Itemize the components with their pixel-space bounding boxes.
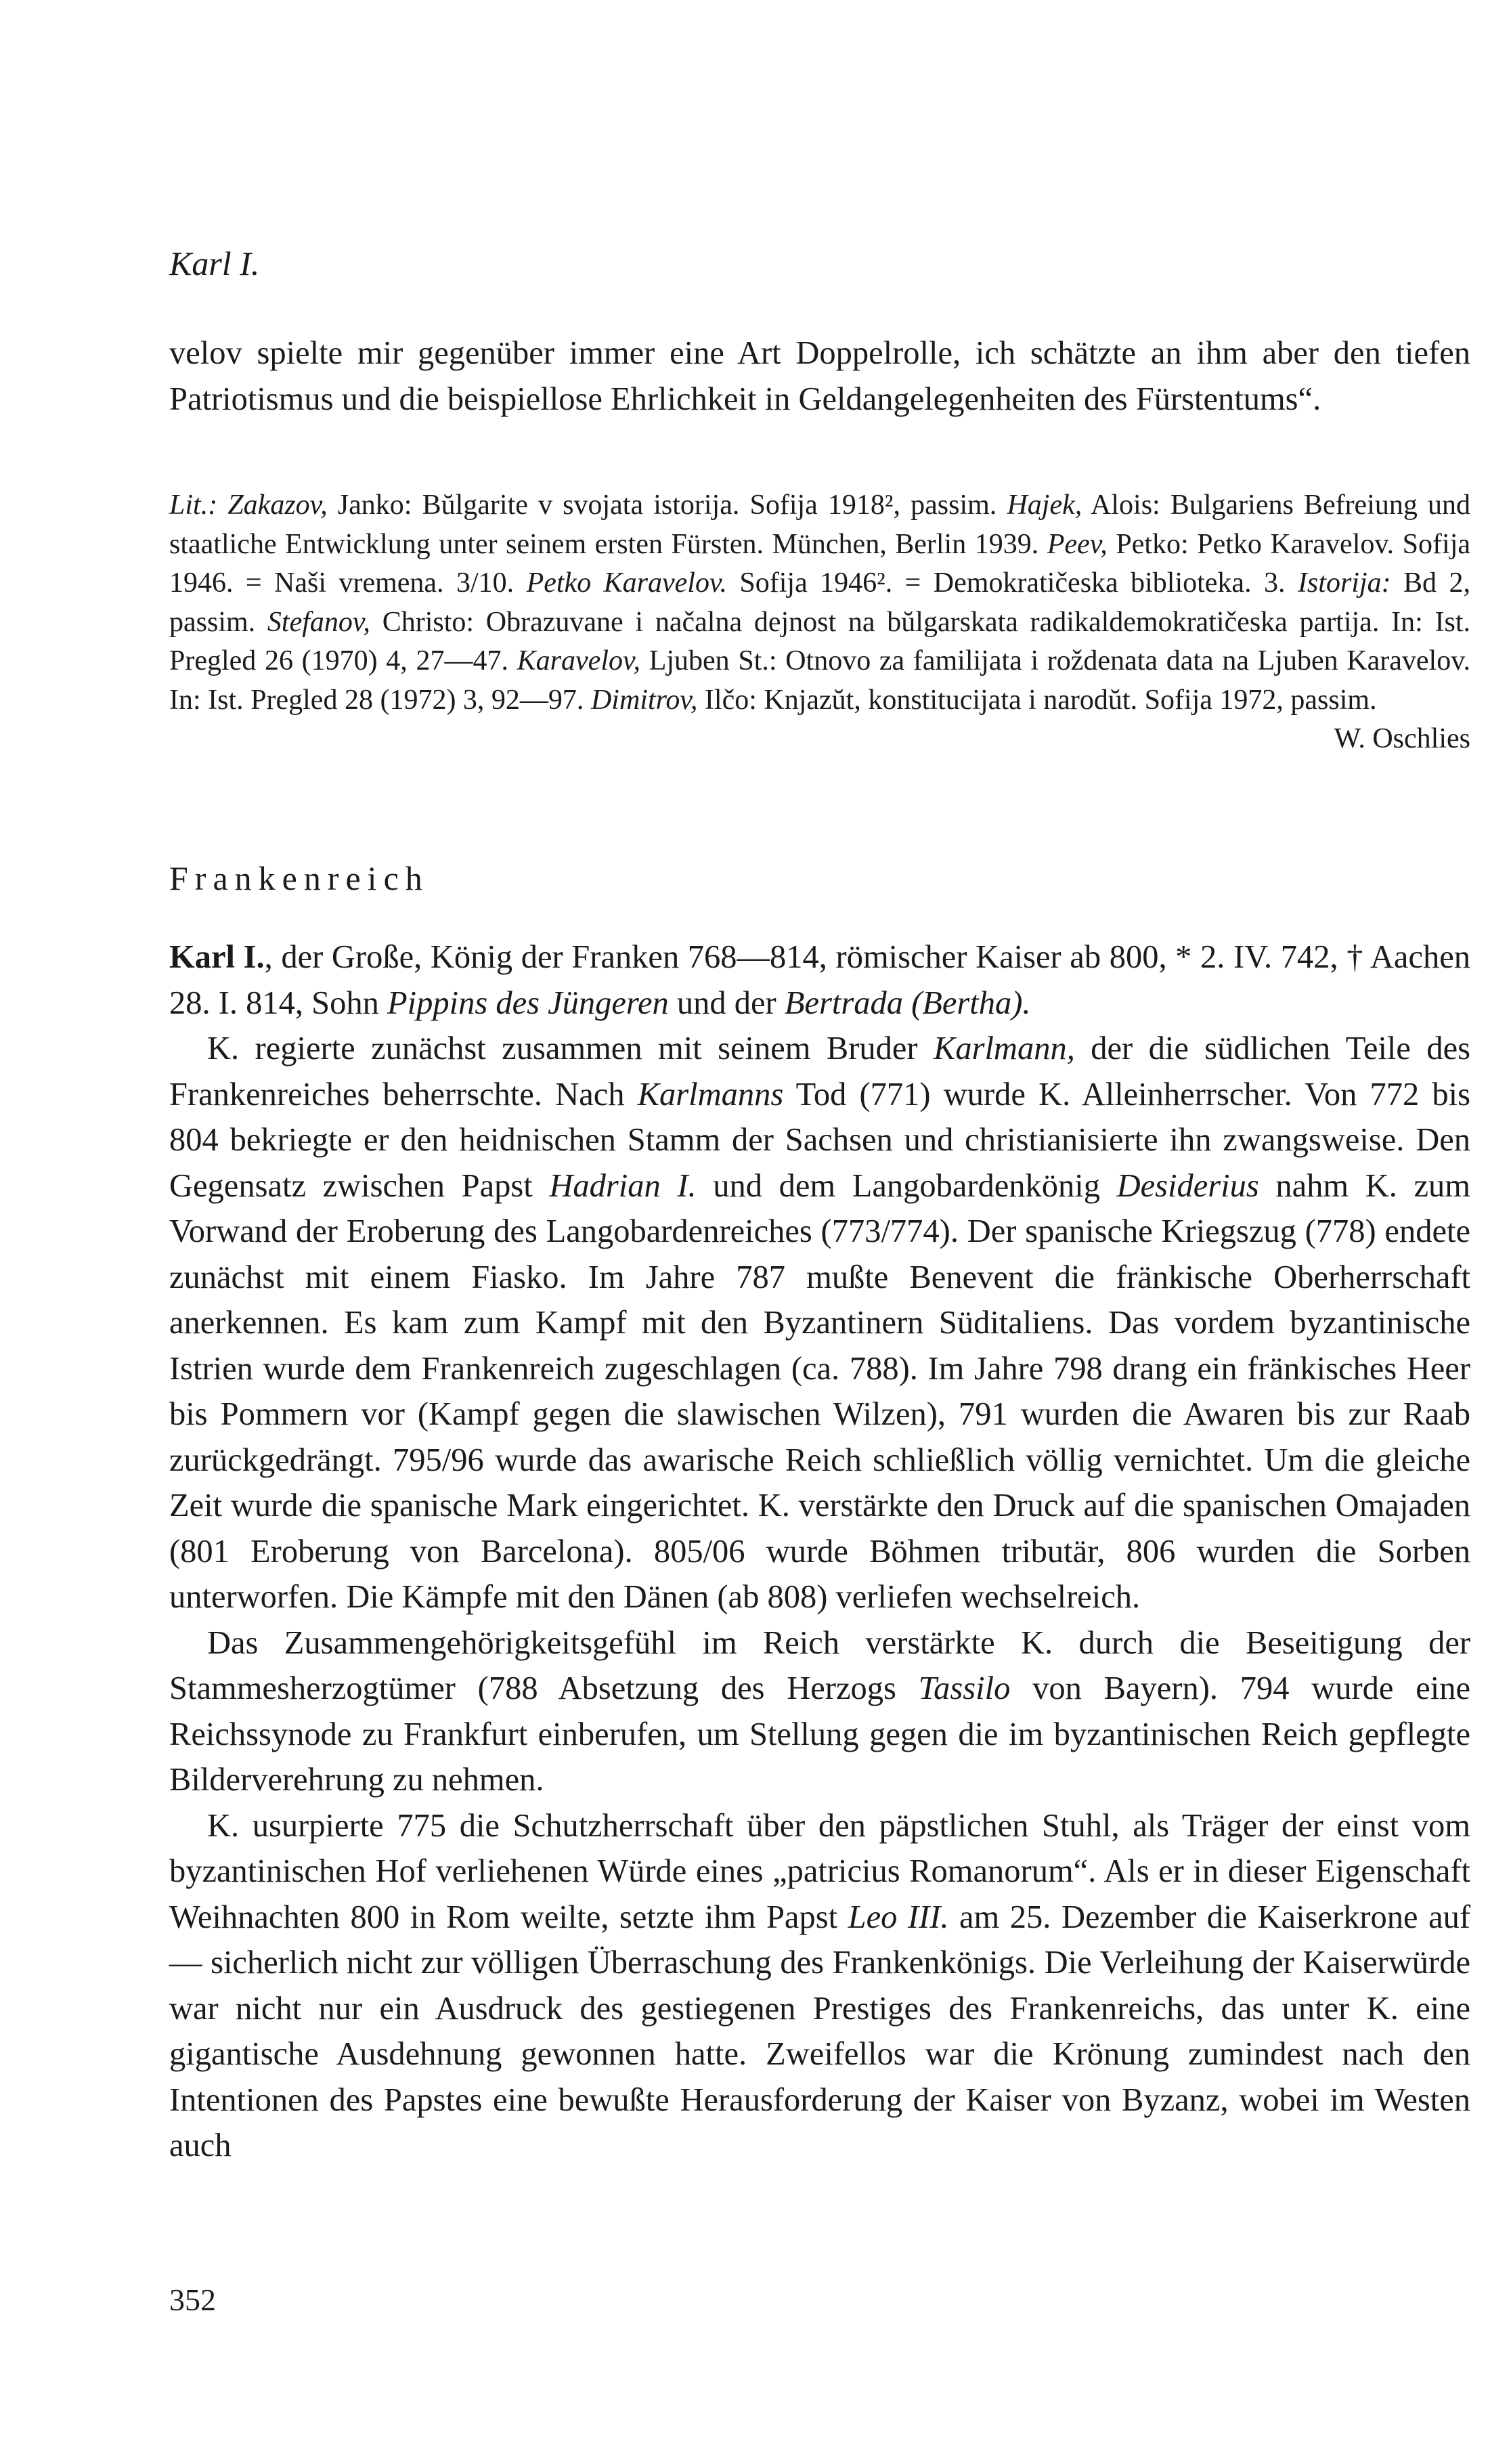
reference-author: Hajek, [1007, 490, 1082, 521]
literature-label: Lit.: [169, 490, 218, 521]
entry-paragraph-4 [169, 1803, 1470, 2169]
reference-author: Petko Karavelov. [526, 567, 727, 599]
reference-text: Ljuben St.: Otnovo za familijata i roždenata data na Ljuben Karavelov. In: Ist. Pregled 28 (1972) 3, 92—97. [169, 645, 1470, 716]
author-signature: W. Oschlies [1334, 723, 1470, 754]
reference-author: Istorija: [1297, 567, 1391, 599]
italic-name: Pippins des Jüngeren [387, 985, 669, 1021]
section-title: Frankenreich [169, 859, 429, 897]
literature-block [169, 486, 1470, 759]
text-run: und der [668, 985, 785, 1021]
text-run: der die südlichen Teile des Frankenreiches beherrschte. Nach [169, 1031, 1471, 1112]
text-run: K. usurpierte 775 die Schutzherrschaft über den päpstlichen Stuhl, als Träger der einst vom byzantinischen Hof verliehenen Würde eines „patricius Romanorum“. Als er in dieser Eigenschaft Weihnachten 800 in Rom weilte, setzte ihm Papst [169, 1807, 1470, 1935]
italic-name: Karlmanns [637, 1076, 784, 1112]
text-run: , der Große, König der Franken 768—814, römischer Kaiser ab 800, * 2. IV. 742, † Aachen 28. I. 814, Sohn [169, 939, 1471, 1021]
reference-text: Sofija 1946². = Demokratičeska biblioteka. 3. [726, 567, 1298, 599]
reference-text: Petko: Petko Karavelov. Sofija 1946. = Naši vremena. 3/10. [169, 528, 1471, 599]
text-run: von Bayern). 794 wurde eine Reichssynode zu Frankfurt einberufen, um Stellung gegen die im byzantinischen Reich gepflegte Bilderverehrung zu nehmen. [169, 1670, 1470, 1798]
text-run: nahm K. zum Vorwand der Eroberung des Langobardenreiches (773/774). Der spanische Kriegszug (778) endete zunächst mit einem Fiasko. Im Jahre 787 mußte Benevent die fränkische Oberherrschaft anerkennen. Es kam zum Kampf mit den Byzantinern Süditaliens. Das vordem byzantinische Istrien wurde dem Frankenreich zugeschlagen (ca. 788). Im Jahre 798 drang ein fränkisches Heer bis Pommern vor (Kampf gegen die slawischen Wilzen), 791 wurden die Awaren bis zur Raab zurückgedrängt. 795/96 wurde das awarische Reich schließlich völlig vernichtet. Um die gleiche Zeit wurde die spanische Mark eingerichtet. K. verstärkte den Druck auf die spanischen Omajaden (801 Eroberung von Barcelona). 805/06 wurde Böhmen tributär, 806 wurden die Sorben unterworfen. Die Kämpfe mit den Dänen (ab 808) verliefen wechselreich. [169, 1167, 1470, 1615]
entry-paragraph-2 [169, 1026, 1470, 1620]
italic-name: Bertrada (Bertha). [784, 985, 1031, 1021]
italic-name: Leo III. [848, 1899, 949, 1935]
italic-name: Karlmann, [933, 1031, 1075, 1066]
text-run: K. regierte zunächst zusammen mit seinem Bruder [207, 1031, 934, 1066]
reference-text: Bd 2, passim. [169, 567, 1470, 638]
reference-author: Karavelov, [517, 645, 641, 676]
running-header: Karl I. [169, 244, 260, 282]
italic-name: Hadrian I. [549, 1167, 697, 1204]
entry-paragraph-3 [169, 1620, 1470, 1803]
continuation-paragraph: velov spielte mir gegenüber immer eine Art Doppelrolle, ich schätzte an ihm aber den tiefen Patriotismus und die beispiellose Ehrlichkeit in Geldangelegenheiten des Fürstentums“. [169, 335, 1470, 417]
text-run: Tod (771) wurde K. Alleinherrscher. Von 772 bis 804 bekriegte er den heidnischen Stamm der Sachsen und christianisierte ihn zwangsweise. Den Gegensatz zwischen Papst [169, 1076, 1471, 1204]
text-run: am 25. Dezember die Kaiserkrone auf — sicherlich nicht zur völligen Überraschung des Frankenkönigs. Die Verleihung der Kaiserwürde war nicht nur ein Ausdruck des gestiegenen Prestiges des Frankenreichs, das unter K. eine gigantische Ausdehnung gewonnen hatte. Zweifellos war die Krönung zumindest nach den Intentionen des Papstes eine bewußte Herausforderung der Kaiser von Byzanz, wobei im Westen auch [169, 1899, 1471, 2163]
text-run: und dem Langobardenkönig [696, 1167, 1117, 1204]
literature-references [169, 490, 1470, 716]
reference-text: Christo: Obrazuvane i načalna dejnost na bŭlgarskata radikaldemokratičeska partija. In: Ist. Pregled 26 (1970) 4, 27—47. [169, 606, 1470, 676]
italic-name: Desiderius [1116, 1167, 1259, 1204]
reference-text: Alois: Bulgariens Befreiung und staatliche Entwicklung unter seinem ersten Fürsten. München, Berlin 1939. [169, 490, 1470, 560]
reference-text: Ilčo: Knjazŭt, konstitucijata i narodŭt. Sofija 1972, passim. [697, 684, 1377, 716]
entry-paragraph-1 [169, 934, 1470, 1026]
reference-text: Janko: Bŭlgarite v svojata istorija. Sofija 1918², passim. [327, 490, 1007, 521]
entry-headword: Karl I. [169, 939, 265, 975]
text-run: Das Zusammengehörigkeitsgefühl im Reich verstärkte K. durch die Beseitigung der Stammesherzogtümer (788 Absetzung des Herzogs [169, 1624, 1470, 1706]
reference-author: Dimitrov, [590, 684, 698, 716]
italic-name: Tassilo [918, 1670, 1011, 1706]
reference-author: Peev, [1047, 528, 1108, 560]
reference-author: Stefanov, [267, 606, 370, 638]
encyclopedia-entry [169, 934, 1470, 2169]
page-number: 352 [169, 2283, 216, 2317]
reference-author: Zakazov, [227, 490, 328, 521]
